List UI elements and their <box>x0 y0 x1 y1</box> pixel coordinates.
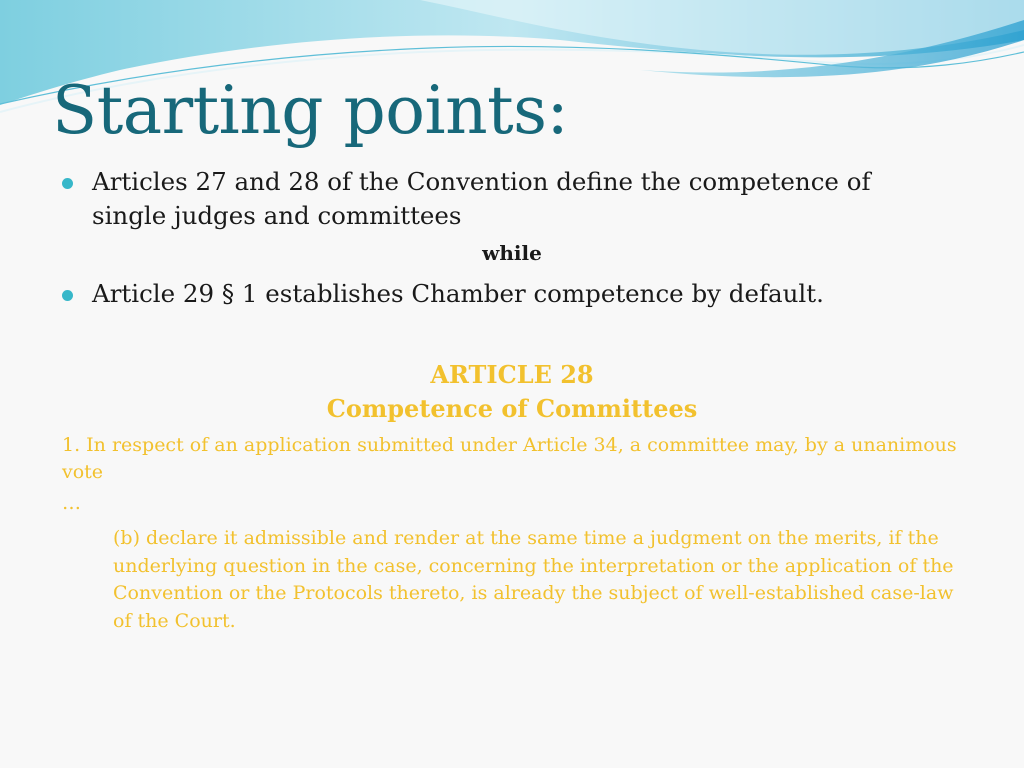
article-heading: ARTICLE 28 <box>430 360 594 389</box>
bullet-text-line: Articles 27 and 28 of the Convention define the competence of <box>92 167 871 196</box>
bullet-item <box>62 277 982 313</box>
article-subheading: Competence of Committees <box>326 394 698 423</box>
bullet-item <box>62 165 982 235</box>
teal-circle-bullet-icon <box>62 178 73 189</box>
bullet-text-line: single judges and committees <box>92 201 462 230</box>
bullet-text: Article 29 § 1 establishes Chamber competence by default. <box>92 279 824 308</box>
slide-title: Starting points: <box>52 72 569 149</box>
article-paragraph: 1. In respect of an application submitted under Article 34, a committee may, by a unanimous vote <box>62 434 957 483</box>
bullet-text <box>92 165 871 233</box>
connector-word: while <box>482 241 542 265</box>
article-subparagraph-b: (b) declare it admissible and render at the same time a judgment on the merits, if the underlying question in the case, concerning the interpretation or the application of the Convention or the Protocols thereto, is already the subject of well-established case-law of the Court. <box>113 527 954 632</box>
ellipsis: … <box>62 492 81 514</box>
teal-circle-bullet-icon <box>62 290 73 301</box>
